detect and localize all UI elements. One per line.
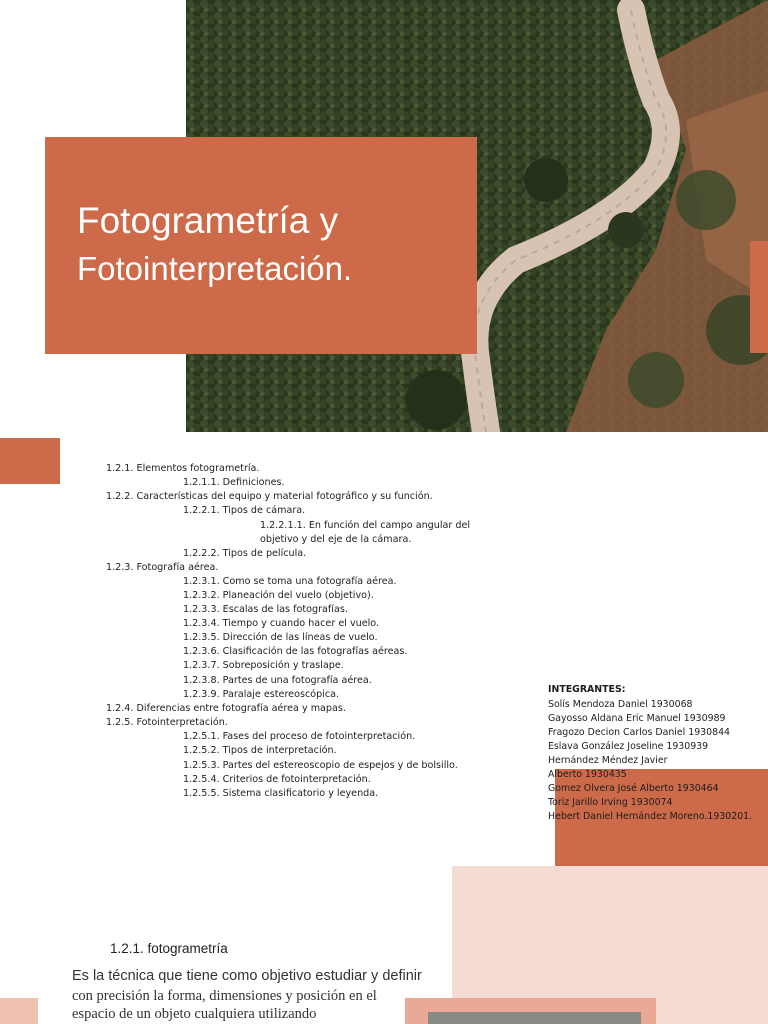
toc-item: 1.2.5.2. Tipos de interpretación. [183,745,337,756]
team-member: Eslava González Joseline 1930939 [548,741,709,752]
accent-bar-right [750,241,768,353]
toc-item: objetivo y del eje de la cámara. [260,534,412,545]
bottom-photo [428,1012,641,1024]
toc-item: 1.2.5.5. Sistema clasificatorio y leyenda. [183,788,379,799]
toc-item: 1.2.5.4. Criterios de fotointerpretación. [183,774,371,785]
team-member: Toriz Jarillo Irving 1930074 [548,797,673,808]
toc-item: 1.2.1. Elementos fotogrametría. [106,463,260,474]
toc-item: 1.2.3.3. Escalas de las fotografías. [183,604,348,615]
toc-item: 1.2.4. Diferencias entre fotografía aérea y mapas. [106,703,346,714]
toc-item: 1.2.5. Fotointerpretación. [106,717,228,728]
page-title-line1: Fotogrametría y [77,200,339,241]
team-member: Alberto 1930435 [548,769,627,780]
team-member: Fragozo Decion Carlos Daniel 1930844 [548,727,731,738]
toc-item: 1.2.3.7. Sobreposición y traslape. [183,660,344,671]
section-paragraph-line: Es la técnica que tiene como objetivo estudiar y definir [72,968,422,984]
section-paragraph-line: con precisión la forma, dimensiones y posición en el [72,988,377,1004]
toc-item: 1.2.3.4. Tiempo y cuando hacer el vuelo. [183,618,380,629]
decorative-left-block [0,998,38,1024]
toc-item: 1.2.2. Características del equipo y material fotográfico y su función. [106,491,433,502]
toc-item: 1.2.3.5. Dirección de las líneas de vuelo. [183,632,378,643]
team-member: Solís Mendoza Daniel 1930068 [548,699,693,710]
toc-item: 1.2.5.1. Fases del proceso de fotointerpretación. [183,731,416,742]
toc-item: 1.2.2.1. Tipos de cámara. [183,505,306,516]
team-member: Hebert Daniel Hernández Moreno.1930201. [548,811,753,822]
title-box [45,137,477,354]
team-heading: INTEGRANTES: [548,684,626,695]
toc-item: 1.2.3.1. Como se toma una fotografía aérea. [183,576,397,587]
toc-item: 1.2.2.1.1. En función del campo angular del [260,520,471,531]
section-heading: 1.2.1. fotogrametría [110,941,228,956]
toc-item: 1.2.2.2. Tipos de película. [183,548,307,559]
accent-block-left [0,438,60,484]
toc-item: 1.2.3.8. Partes de una fotografía aérea. [183,675,372,686]
team-member: Gomez Olvera José Alberto 1930464 [548,783,719,794]
section-paragraph-line: espacio de un objeto cualquiera utilizando [72,1006,317,1022]
team-member: Hernández Méndez Javier [548,755,668,766]
page-title-line2: Fotointerpretación. [77,250,353,287]
team-member: Gayosso Aldana Eric Manuel 1930989 [548,713,726,724]
toc-item: 1.2.3.6. Clasificación de las fotografías aéreas. [183,646,408,657]
toc-item: 1.2.5.3. Partes del estereoscopio de espejos y de bolsillo. [183,760,458,771]
toc-item: 1.2.3.2. Planeación del vuelo (objetivo). [183,590,374,601]
toc-item: 1.2.3.9. Paralaje estereoscópica. [183,689,340,700]
toc-item: 1.2.3. Fotografía aérea. [106,562,219,573]
toc-item: 1.2.1.1. Definiciones. [183,477,285,488]
